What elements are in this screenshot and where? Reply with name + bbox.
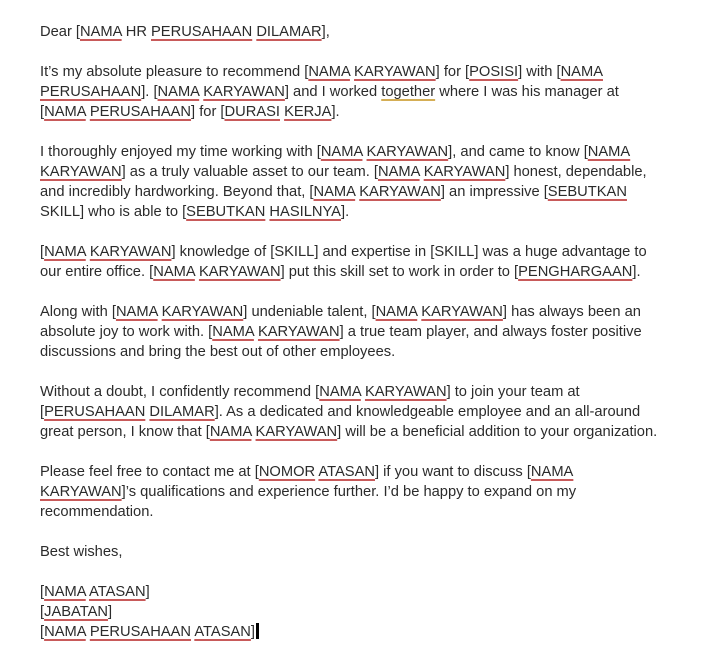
text-run: [ bbox=[40, 104, 45, 120]
spellcheck-flagged-word[interactable]: NAMA bbox=[44, 584, 86, 600]
text-run: ]. [ bbox=[141, 84, 158, 100]
spellcheck-flagged-word[interactable]: KARYAWAN bbox=[257, 324, 340, 340]
spellcheck-flagged-word[interactable]: PERUSAHAAN bbox=[44, 404, 146, 420]
text-line[interactable] bbox=[40, 422, 698, 442]
text-line[interactable] bbox=[40, 462, 698, 482]
spellcheck-flagged-word[interactable]: KARYAWAN bbox=[203, 84, 285, 100]
spellcheck-flagged-word[interactable]: KARYAWAN bbox=[255, 424, 338, 440]
spellcheck-flagged-word[interactable]: NAMA bbox=[587, 144, 631, 160]
text-line[interactable] bbox=[40, 542, 698, 562]
text-line[interactable] bbox=[40, 622, 698, 642]
spellcheck-flagged-word[interactable]: NAMA bbox=[44, 244, 86, 260]
text-line[interactable] bbox=[40, 22, 698, 42]
spellcheck-flagged-word[interactable]: KARYAWAN bbox=[364, 384, 447, 400]
spellcheck-flagged-word[interactable]: NAMA bbox=[44, 624, 86, 640]
paragraph-salutation bbox=[40, 22, 698, 42]
spellcheck-flagged-word[interactable]: NAMA bbox=[157, 84, 200, 100]
text-run: ] with [ bbox=[518, 64, 561, 80]
spellcheck-flagged-word[interactable]: KARYAWAN bbox=[161, 304, 244, 320]
text-line[interactable] bbox=[40, 262, 698, 282]
paragraph-signature bbox=[40, 582, 698, 642]
spellcheck-flagged-word[interactable]: NAMA bbox=[80, 24, 122, 40]
text-run: Without a doubt, I confidently recommend [ bbox=[40, 384, 320, 400]
text-line[interactable] bbox=[40, 382, 698, 402]
text-line[interactable] bbox=[40, 202, 698, 222]
spellcheck-flagged-word[interactable]: KARYAWAN bbox=[40, 484, 122, 500]
spellcheck-flagged-word[interactable]: SEBUTKAN bbox=[186, 204, 266, 220]
spellcheck-flagged-word[interactable]: SEBUTKAN bbox=[547, 184, 627, 200]
text-run: ] for [ bbox=[191, 104, 225, 120]
spellcheck-flagged-word[interactable]: PERUSAHAAN bbox=[151, 24, 253, 40]
spellcheck-flagged-word[interactable]: NAMA bbox=[377, 164, 420, 180]
text-line[interactable] bbox=[40, 342, 698, 362]
text-line[interactable] bbox=[40, 402, 698, 422]
text-run: ] bbox=[250, 624, 255, 640]
text-run: ] for [ bbox=[435, 64, 470, 80]
text-run: [ bbox=[40, 604, 45, 620]
spellcheck-flagged-word[interactable]: NAMA bbox=[308, 64, 350, 80]
text-run: ] knowledge of [SKILL] and expertise in [SKILL] was a huge advantage to bbox=[171, 244, 647, 260]
text-run: Dear [ bbox=[40, 24, 80, 40]
text-line[interactable] bbox=[40, 182, 698, 202]
text-line[interactable] bbox=[40, 102, 698, 122]
spellcheck-flagged-word[interactable]: DURASI bbox=[224, 104, 280, 120]
text-run: ]. bbox=[340, 204, 350, 220]
text-run: where I was his manager at bbox=[435, 84, 619, 100]
text-run: [ bbox=[40, 584, 45, 600]
grammar-flagged-word[interactable]: together bbox=[381, 84, 436, 100]
spellcheck-flagged-word[interactable]: NAMA bbox=[212, 324, 254, 340]
text-run: ]. bbox=[331, 104, 340, 120]
spellcheck-flagged-word[interactable]: NAMA bbox=[319, 384, 361, 400]
spellcheck-flagged-word[interactable]: NAMA bbox=[44, 104, 86, 120]
text-line[interactable] bbox=[40, 142, 698, 162]
text-run: ] and I worked bbox=[284, 84, 382, 100]
text-run: It’s my absolute pleasure to recommend [ bbox=[40, 64, 309, 80]
text-run: ]’s qualifications and experience further. I’d be happy to expand on my bbox=[121, 484, 577, 500]
text-run: recommendation. bbox=[40, 504, 154, 520]
spellcheck-flagged-word[interactable]: PERUSAHAAN bbox=[40, 84, 142, 100]
text-run: ] a true team player, and always foster positive bbox=[339, 324, 642, 340]
text-line[interactable] bbox=[40, 322, 698, 342]
text-run: ] has always been an bbox=[502, 304, 641, 320]
spellcheck-flagged-word[interactable]: NAMA bbox=[153, 264, 195, 280]
spellcheck-flagged-word[interactable]: KARYAWAN bbox=[359, 184, 441, 200]
text-line[interactable] bbox=[40, 482, 698, 502]
spellcheck-flagged-word[interactable]: KERJA bbox=[284, 104, 332, 120]
paragraph-closing bbox=[40, 542, 698, 562]
paragraph-teamwork bbox=[40, 302, 698, 362]
text-run: ] honest, dependable, bbox=[505, 164, 647, 180]
paragraph-experience bbox=[40, 142, 698, 222]
spellcheck-flagged-word[interactable]: NAMA bbox=[209, 424, 252, 440]
text-line[interactable] bbox=[40, 242, 698, 262]
spellcheck-flagged-word[interactable]: HASILNYA bbox=[269, 204, 341, 220]
text-run: ] if you want to discuss [ bbox=[375, 464, 531, 480]
paragraph-skills bbox=[40, 242, 698, 282]
text-run: and incredibly hardworking. Beyond that, [ bbox=[40, 184, 314, 200]
text-run: ] bbox=[145, 584, 150, 600]
spellcheck-flagged-word[interactable]: KARYAWAN bbox=[89, 244, 172, 260]
text-run: our entire office. [ bbox=[40, 264, 154, 280]
spellcheck-flagged-word[interactable]: JABATAN bbox=[44, 604, 109, 620]
spellcheck-flagged-word[interactable]: NAMA bbox=[530, 464, 574, 480]
text-line[interactable] bbox=[40, 62, 698, 82]
spellcheck-flagged-word[interactable]: NAMA bbox=[560, 64, 603, 80]
text-run: ] as a truly valuable asset to our team. [ bbox=[121, 164, 378, 180]
spellcheck-flagged-word[interactable]: NAMA bbox=[375, 304, 418, 320]
spellcheck-flagged-word[interactable]: ATASAN bbox=[318, 464, 375, 480]
text-line[interactable] bbox=[40, 582, 698, 602]
spellcheck-flagged-word[interactable]: PENGHARGAAN bbox=[518, 264, 633, 280]
text-run: ] undeniable talent, [ bbox=[243, 304, 376, 320]
text-run: HR bbox=[121, 24, 151, 40]
text-run: SKILL] who is able to [ bbox=[40, 204, 187, 220]
spellcheck-flagged-word[interactable]: KARYAWAN bbox=[366, 144, 449, 160]
spellcheck-flagged-word[interactable]: KARYAWAN bbox=[423, 164, 506, 180]
text-run: Along with [ bbox=[40, 304, 116, 320]
spellcheck-flagged-word[interactable]: PERUSAHAAN bbox=[89, 104, 192, 120]
spellcheck-flagged-word[interactable]: KARYAWAN bbox=[421, 304, 503, 320]
paragraph-contact bbox=[40, 462, 698, 522]
spellcheck-flagged-word[interactable]: ATASAN bbox=[194, 624, 251, 640]
text-run: [ bbox=[40, 404, 45, 420]
text-run: discussions and bring the best out of other employees. bbox=[40, 344, 396, 360]
spellcheck-flagged-word[interactable]: DILAMAR bbox=[149, 404, 215, 420]
text-run: ] to join your team at bbox=[446, 384, 580, 400]
spellcheck-flagged-word[interactable]: NAMA bbox=[320, 144, 363, 160]
text-run: ] bbox=[108, 604, 113, 620]
text-line[interactable] bbox=[40, 602, 698, 622]
letter-body bbox=[40, 22, 698, 642]
text-run: ]. bbox=[632, 264, 641, 280]
paragraph-intro bbox=[40, 62, 698, 122]
spellcheck-flagged-word[interactable]: KARYAWAN bbox=[40, 164, 122, 180]
spellcheck-flagged-word[interactable]: KARYAWAN bbox=[198, 264, 281, 280]
text-run: [ bbox=[40, 244, 45, 260]
spellcheck-flagged-word[interactable]: NAMA bbox=[313, 184, 356, 200]
text-cursor bbox=[256, 623, 259, 639]
spellcheck-flagged-word[interactable]: DILAMAR bbox=[256, 24, 322, 40]
paragraph-recommendation bbox=[40, 382, 698, 442]
text-run: ] will be a beneficial addition to your organization. bbox=[337, 424, 658, 440]
text-line[interactable] bbox=[40, 302, 698, 322]
spellcheck-flagged-word[interactable]: NAMA bbox=[115, 304, 158, 320]
text-line[interactable] bbox=[40, 502, 698, 522]
text-run: ] an impressive [ bbox=[440, 184, 548, 200]
text-run: I thoroughly enjoyed my time working with [ bbox=[40, 144, 321, 160]
text-run: [ bbox=[40, 624, 45, 640]
text-line[interactable] bbox=[40, 82, 698, 102]
text-run: ], and came to know [ bbox=[448, 144, 588, 160]
spellcheck-flagged-word[interactable]: ATASAN bbox=[89, 584, 146, 600]
text-run: Please feel free to contact me at [ bbox=[40, 464, 259, 480]
spellcheck-flagged-word[interactable]: KARYAWAN bbox=[354, 64, 436, 80]
spellcheck-flagged-word[interactable]: PERUSAHAAN bbox=[89, 624, 192, 640]
text-run: great person, I know that [ bbox=[40, 424, 210, 440]
text-run: ] put this skill set to work in order to [ bbox=[280, 264, 519, 280]
text-line[interactable] bbox=[40, 162, 698, 182]
text-run: ]. As a dedicated and knowledgeable employee and an all-around bbox=[214, 404, 641, 420]
text-run: ], bbox=[321, 24, 330, 40]
spellcheck-flagged-word[interactable]: POSISI bbox=[469, 64, 519, 80]
text-run: Best wishes, bbox=[40, 544, 123, 560]
spellcheck-flagged-word[interactable]: NOMOR bbox=[258, 464, 316, 480]
text-run: absolute joy to work with. [ bbox=[40, 324, 213, 340]
